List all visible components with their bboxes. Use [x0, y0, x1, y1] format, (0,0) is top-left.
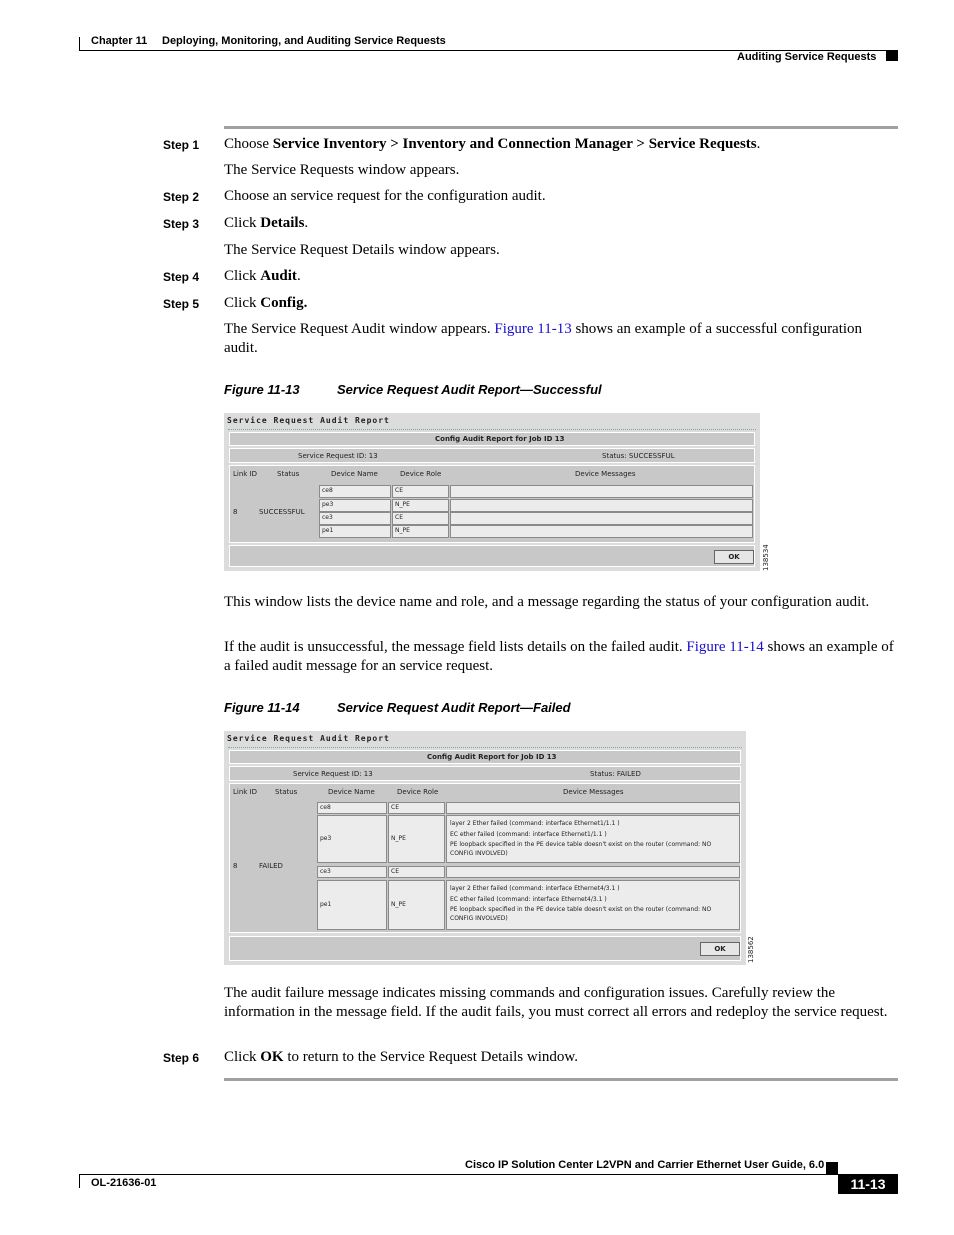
col-device-messages: Device Messages — [575, 470, 636, 478]
step-label: Step 3 — [163, 217, 200, 231]
device-name-cell: ce8 — [317, 802, 387, 814]
step-note: The Service Request Audit window appears. Figure 11-13 shows an example of a successful configuration audit. — [224, 321, 863, 356]
device-role-cell: CE — [388, 866, 445, 878]
device-message-cell — [450, 499, 753, 512]
audit-status: Status: SUCCESSFUL — [602, 452, 675, 460]
report-title-bar — [229, 432, 755, 446]
step-text: Choose Service Inventory > Inventory and Connection Manager > Service Requests. — [224, 136, 761, 152]
ok-button[interactable]: OK — [714, 550, 754, 564]
step-label: Step 2 — [163, 190, 200, 204]
device-name-cell: ce8 — [319, 485, 391, 498]
link-status-value: FAILED — [259, 862, 283, 870]
table-area — [229, 465, 755, 543]
message-line: EC ether failed (command: interface Ethernet1/1.1 ) — [450, 831, 607, 838]
page-number-box — [838, 1174, 898, 1194]
audit-report-window-successful — [224, 413, 770, 571]
divider — [228, 429, 756, 430]
divider — [228, 747, 742, 748]
figure-id: 138534 — [762, 544, 770, 571]
message-line: EC ether failed (command: interface Ethernet4/3.1 ) — [450, 896, 607, 903]
audit-status: Status: FAILED — [590, 770, 641, 778]
figure-number: Figure 11-13 — [224, 382, 300, 397]
footer-rule — [79, 1174, 898, 1175]
report-title: Config Audit Report for Job ID 13 — [435, 435, 565, 443]
col-status: Status — [277, 470, 300, 478]
col-device-name: Device Name — [331, 470, 378, 478]
header-left-rule — [79, 37, 80, 51]
col-device-role: Device Role — [397, 788, 439, 796]
device-role-cell: N_PE — [388, 880, 445, 930]
section-top-rule — [224, 126, 898, 129]
step-text: Click Details. — [224, 215, 309, 231]
device-name-cell: pe1 — [317, 880, 387, 930]
header-chapter: Chapter 11 — [91, 35, 148, 47]
device-message-cell — [446, 866, 740, 878]
page-number: 11-13 — [850, 1176, 886, 1192]
device-message-cell — [450, 485, 753, 498]
link-id-value: 8 — [233, 508, 238, 516]
device-role-cell: CE — [392, 485, 449, 498]
figure-number: Figure 11-14 — [224, 700, 300, 715]
device-role-cell: CE — [388, 802, 445, 814]
col-device-messages: Device Messages — [563, 788, 624, 796]
device-message-cell — [450, 525, 753, 538]
figure-link[interactable]: Figure 11-13 — [494, 321, 572, 337]
step-note: The Service Request Details window appears. — [224, 242, 500, 258]
device-name-cell: ce3 — [319, 512, 391, 525]
step-text: Click Config. — [224, 295, 308, 311]
device-name-cell: pe1 — [319, 525, 391, 538]
figure-link[interactable]: Figure 11-14 — [686, 639, 764, 655]
device-name-cell: pe3 — [319, 499, 391, 512]
step-label: Step 5 — [163, 297, 200, 311]
step-text: Choose an service request for the configuration audit. — [224, 188, 546, 204]
device-role-cell: CE — [392, 512, 449, 525]
col-link-id: Link ID — [233, 788, 258, 796]
paragraph: If the audit is unsuccessful, the message field lists details on the failed audit. Figure 11-14 shows an example of a failed audit message for an service request. — [224, 639, 894, 674]
sr-id: Service Request ID: 13 — [293, 770, 373, 778]
step-label: Step 4 — [163, 270, 200, 284]
col-device-name: Device Name — [328, 788, 375, 796]
step-text: Click OK to return to the Service Request Details window. — [224, 1049, 578, 1065]
device-message-cell — [446, 880, 740, 930]
figure-caption: Service Request Audit Report—Successful — [337, 382, 602, 397]
window-title: Service Request Audit Report — [227, 734, 390, 743]
device-message-cell — [450, 512, 753, 525]
col-device-role: Device Role — [400, 470, 442, 478]
header-section: Auditing Service Requests — [737, 51, 877, 63]
ok-button[interactable]: OK — [700, 942, 740, 956]
summary-bar — [229, 766, 741, 781]
step-label: Step 6 — [163, 1051, 200, 1065]
figure-id: 138562 — [747, 936, 755, 963]
section-bottom-rule — [224, 1078, 898, 1081]
paragraph: The audit failure message indicates missing commands and configuration issues. Carefully review the information in the message field. If the audit fails, you must correct all errors and redeploy the service request. — [224, 985, 888, 1020]
col-link-id: Link ID — [233, 470, 258, 478]
device-message-cell — [446, 802, 740, 814]
footer-block — [826, 1162, 838, 1174]
window-title: Service Request Audit Report — [227, 416, 390, 425]
message-line: layer 2 Ether failed (command: interface Ethernet1/1.1 ) — [450, 820, 620, 827]
footer-doc-id: OL-21636-01 — [91, 1177, 157, 1189]
report-title-bar — [229, 750, 741, 764]
paragraph: This window lists the device name and role, and a message regarding the status of your configuration audit. — [224, 594, 870, 610]
table-area — [229, 783, 741, 933]
device-role-cell: N_PE — [392, 499, 449, 512]
button-bar — [229, 545, 755, 567]
device-role-cell: N_PE — [388, 815, 445, 863]
message-line: PE loopback specified in the PE device table doesn't exist on the router (command: NO CONFIG INVOLVED) — [450, 841, 712, 857]
device-message-cell — [446, 815, 740, 863]
footer-left-rule — [79, 1174, 80, 1188]
button-bar — [229, 936, 741, 961]
figure-caption: Service Request Audit Report—Failed — [337, 700, 571, 715]
step-note: The Service Requests window appears. — [224, 162, 460, 178]
step-label: Step 1 — [163, 138, 200, 152]
device-name-cell: pe3 — [317, 815, 387, 863]
summary-bar — [229, 448, 755, 463]
device-name-cell: ce3 — [317, 866, 387, 878]
header-chapter-title: Deploying, Monitoring, and Auditing Service Requests — [162, 35, 446, 47]
step-text: Click Audit. — [224, 268, 301, 284]
message-line: PE loopback specified in the PE device table doesn't exist on the router (command: NO CONFIG INVOLVED) — [450, 906, 712, 922]
link-id-value: 8 — [233, 862, 238, 870]
audit-report-window-failed — [224, 731, 755, 965]
sr-id: Service Request ID: 13 — [298, 452, 378, 460]
device-role-cell: N_PE — [392, 525, 449, 538]
header-block — [886, 51, 898, 61]
report-title: Config Audit Report for Job ID 13 — [427, 753, 557, 761]
col-status: Status — [275, 788, 298, 796]
menu-path: Service Inventory > Inventory and Connection Manager > Service Requests — [272, 136, 757, 152]
link-status-value: SUCCESSFUL — [259, 508, 305, 516]
footer-guide-title: Cisco IP Solution Center L2VPN and Carrier Ethernet User Guide, 6.0 — [465, 1159, 825, 1171]
message-line: layer 2 Ether failed (command: interface Ethernet4/3.1 ) — [450, 885, 620, 892]
